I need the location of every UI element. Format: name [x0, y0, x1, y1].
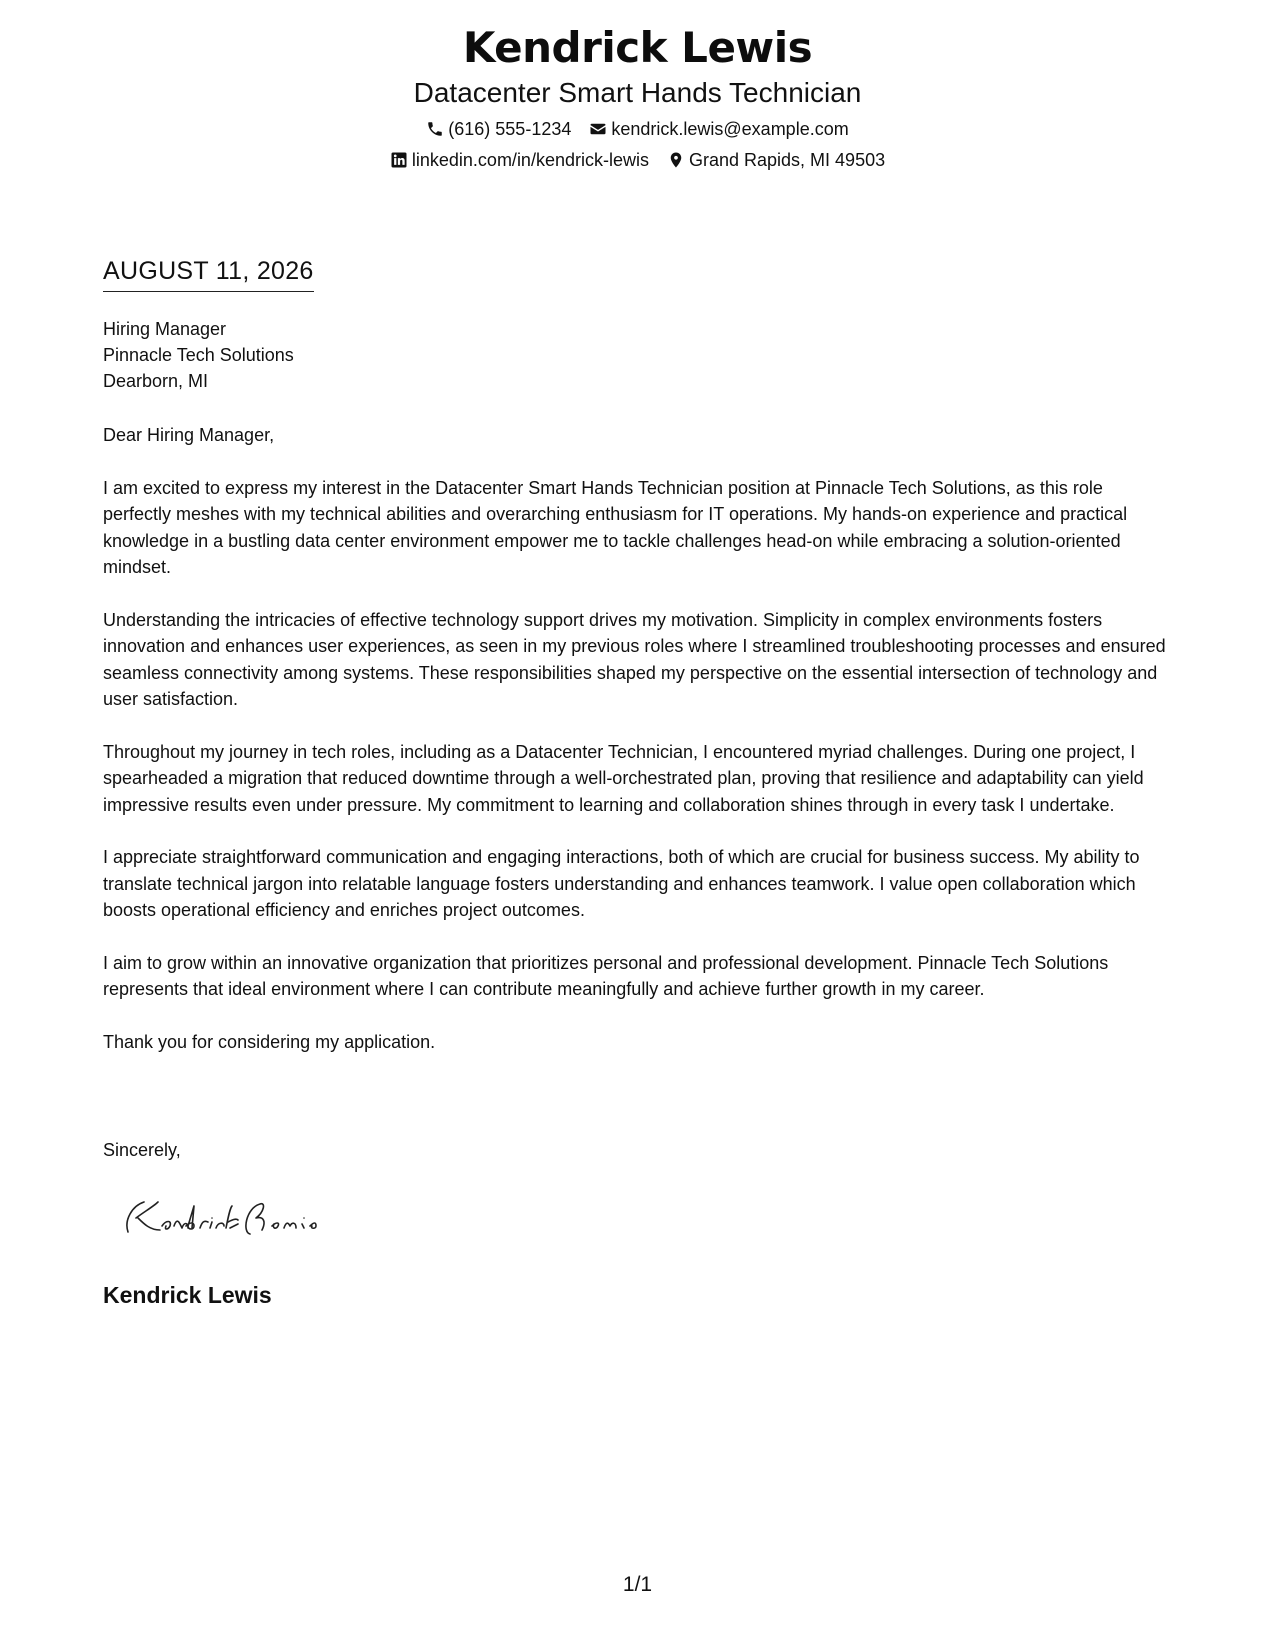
salutation: Dear Hiring Manager, [103, 425, 275, 445]
linkedin-icon [390, 151, 408, 169]
body-paragraph: Thank you for considering my application. [103, 1031, 436, 1052]
email-text: kendrick.lewis@example.com [611, 119, 849, 139]
letter-date: AUGUST 11, 2026 [103, 256, 314, 292]
recipient-location: Dearborn, MI [103, 371, 209, 391]
recipient-block [103, 316, 294, 394]
linkedin-text: linkedin.com/in/kendrick-lewis [411, 150, 649, 170]
valediction: Sincerely, [103, 1140, 181, 1160]
page-indicator: 1/1 [622, 1573, 653, 1596]
letter-header [0, 22, 1275, 172]
location-text: Grand Rapids, MI 49503 [688, 150, 886, 170]
phone-text: (616) 555-1234 [448, 119, 572, 139]
recipient-company: Pinnacle Tech Solutions [103, 345, 294, 365]
map-pin-icon [667, 151, 685, 169]
body-paragraph: Throughout my journey in tech roles, including as a Datacenter Technician, I encountered myriad challenges. During one project, I spearheaded a migration that reduced downtime through a well-orchestrated plan, proving that resilience and adaptability can yield impressive results even under pressure. My commitment to learning and collaboration shines through in every task I undertake. [103, 741, 1144, 815]
envelope-icon [589, 120, 607, 138]
applicant-title: Datacenter Smart Hands Technician [413, 77, 862, 108]
contact-phone [426, 117, 571, 141]
contact-location [667, 148, 885, 172]
contact-row-secondary [0, 148, 1275, 172]
phone-icon [426, 120, 444, 138]
applicant-name: Kendrick Lewis [462, 23, 813, 72]
contact-linkedin[interactable] [390, 148, 649, 172]
handwritten-signature [114, 1190, 354, 1246]
letter-body [103, 422, 1175, 1081]
contact-row-primary [0, 117, 1275, 141]
recipient-title: Hiring Manager [103, 319, 227, 339]
body-paragraph: I aim to grow within an innovative organization that prioritizes personal and professional development. Pinnacle Tech Solutions represents that ideal environment where I can contribute meaningfully and achieve further growth in my career. [103, 952, 1109, 999]
body-paragraph: Understanding the intricacies of effective technology support drives my motivation. Simplicity in complex environments fosters innovation and enhances user experiences, as seen in my previous roles where I streamlined troubleshooting processes and ensured seamless connectivity among systems. These responsibilities shaped my perspective on the essential intersection of technology and user satisfaction. [103, 609, 1166, 709]
signer-name: Kendrick Lewis [103, 1282, 272, 1308]
body-paragraph: I appreciate straightforward communication and engaging interactions, both of which are crucial for business success. My ability to translate technical jargon into relatable language fosters understanding and enhances teamwork. I value open collaboration which boosts operational efficiency and enriches project outcomes. [103, 847, 1140, 920]
body-paragraph: I am excited to express my interest in the Datacenter Smart Hands Technician position at Pinnacle Tech Solutions, as this role perfectly meshes with my technical abilities and overarching enthusiasm for IT operations. My hands-on experience and practical knowledge in a bustling data center environment empower me to tackle challenges head-on while embracing a solution-oriented mindset. [103, 477, 1128, 577]
contact-email[interactable] [589, 117, 848, 141]
